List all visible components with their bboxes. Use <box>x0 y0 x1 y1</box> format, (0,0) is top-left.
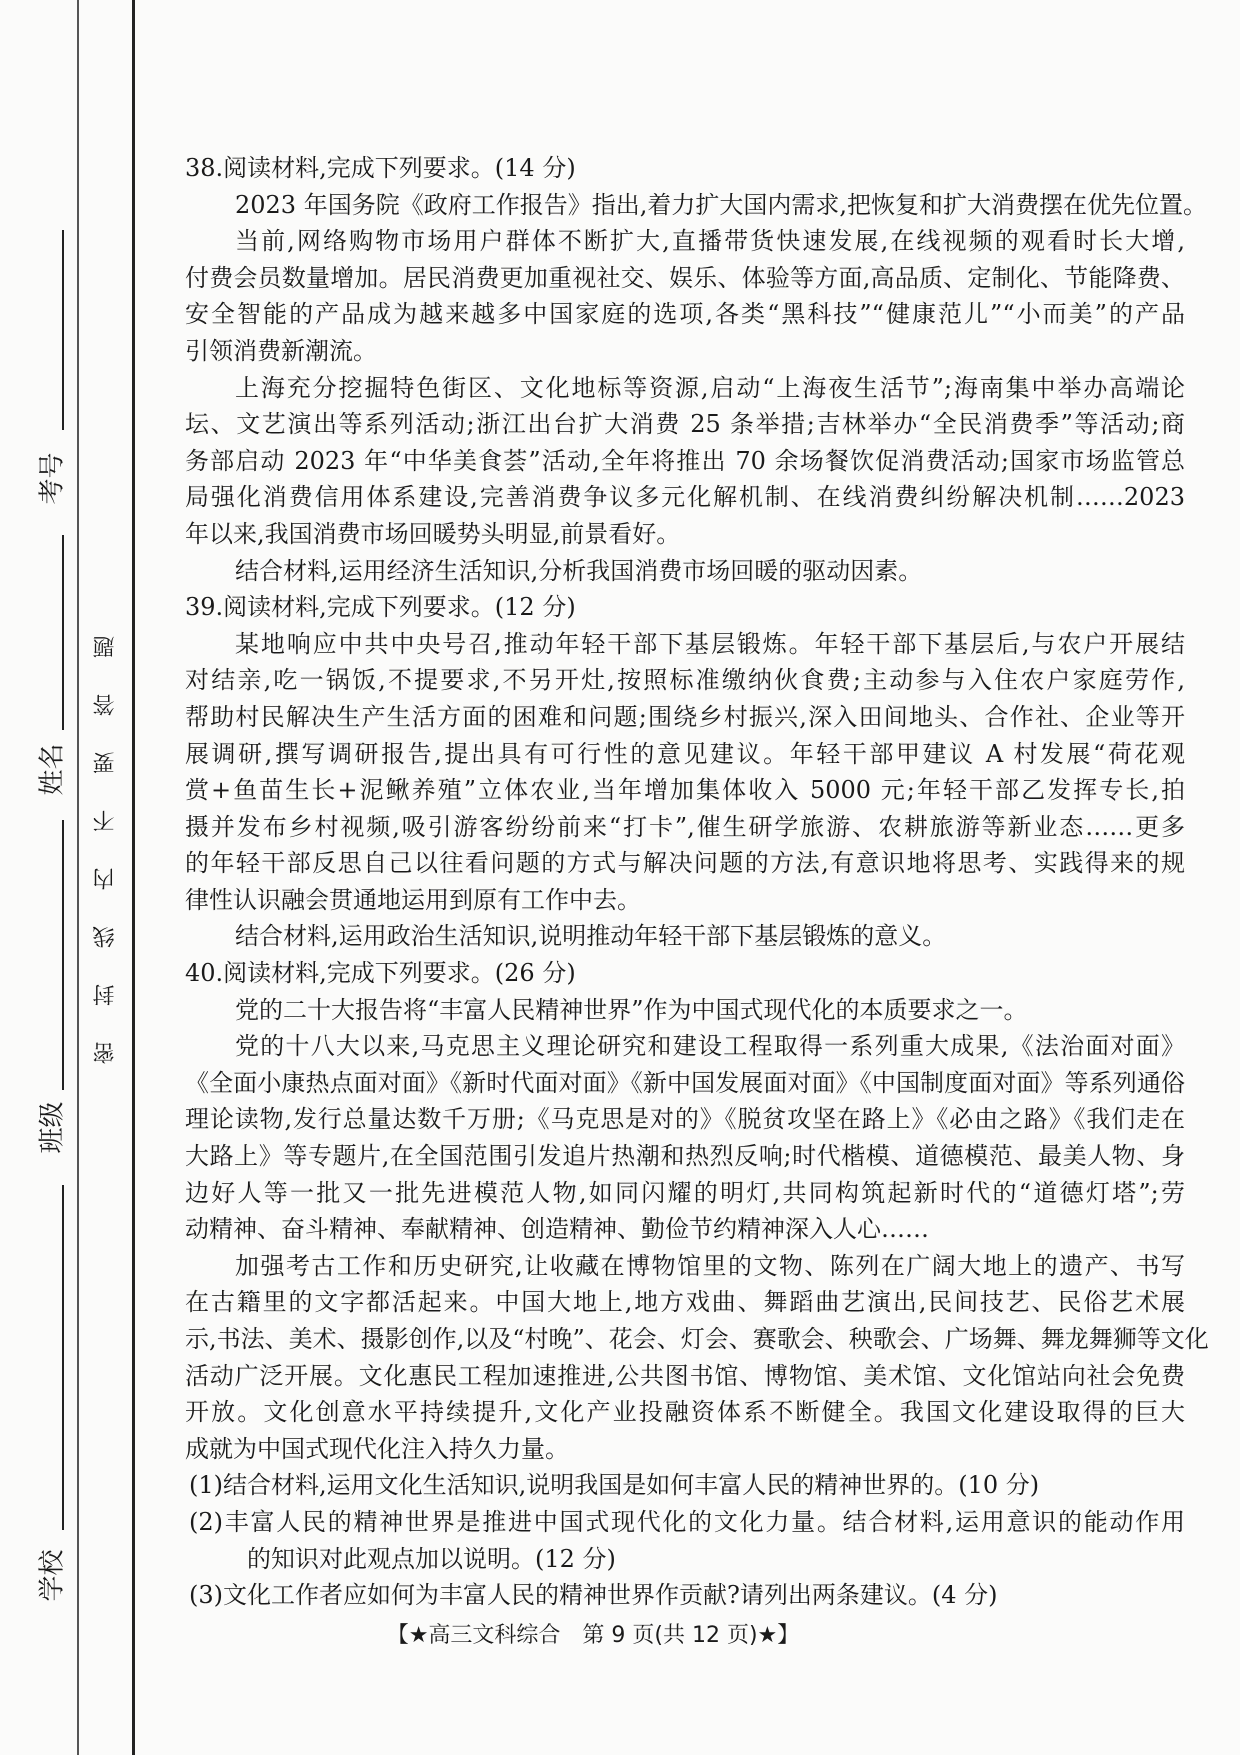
paragraph-line: 示,书法、美术、摄影创作,以及“村晚”、花会、灯会、赛歌会、秧歌会、广场舞、舞龙舞狮等文化 <box>185 1325 1209 1353</box>
sub-question: (1)结合材料,运用文化生活知识,说明我国是如何丰富人民的精神世界的。(10 分) <box>189 1471 1040 1500</box>
school-field[interactable] <box>62 1185 64 1530</box>
paragraph-line: 党的二十大报告将“丰富人民精神世界”作为中国式现代化的本质要求之一。 <box>235 995 1028 1024</box>
paragraph-line: 理论读物,发行总量达数千万册;《马克思是对的》《脱贫攻坚在路上》《必由之路》《我们走在 <box>185 1105 1185 1134</box>
paragraph-line: 帮助村民解决生产生活方面的困难和问题;围绕乡村振兴,深入田间地头、合作社、企业等开 <box>185 702 1185 731</box>
exam-number-field[interactable] <box>62 230 64 430</box>
class-field[interactable] <box>62 820 64 1090</box>
paragraph-line: 当前,网络购物市场用户群体不断扩大,直播带货快速发展,在线视频的观看时长大增, <box>235 227 1185 256</box>
paragraph-line: 摄并发布乡村视频,吸引游客纷纷前来“打卡”,催生研学旅游、农耕旅游等新业态……更多 <box>185 812 1185 841</box>
paragraph-line: 上海充分挖掘特色街区、文化地标等资源,启动“上海夜生活节”;海南集中举办高端论 <box>235 373 1185 402</box>
paragraph-line: 律性认识融会贯通地运用到原有工作中去。 <box>185 885 641 914</box>
exam-content <box>185 150 1209 1614</box>
paragraph-line: 展调研,撰写调研报告,提出具有可行性的意见建议。年轻干部甲建议 A 村发展“荷花观 <box>185 739 1185 768</box>
binding-line-inner <box>132 0 135 1755</box>
question-heading: 39.阅读材料,完成下列要求。(12 分) <box>185 593 576 622</box>
seal-notice: 密封线内不要答题 <box>93 600 118 1064</box>
sub-question: (3)文化工作者应如何为丰富人民的精神世界作贡献?请列出两条建议。(4 分) <box>189 1581 998 1610</box>
paragraph-line: 2023 年国务院《政府工作报告》指出,着力扩大国内需求,把恢复和扩大消费摆在优先位置。 <box>235 190 1207 219</box>
paragraph-line: 《全面小康热点面对面》《新时代面对面》《新中国发展面对面》《中国制度面对面》等系列通俗 <box>185 1068 1185 1097</box>
class-label: 班级 <box>37 1101 68 1154</box>
paragraph-line: 结合材料,运用经济生活知识,分析我国消费市场回暖的驱动因素。 <box>235 556 923 585</box>
sub-question: (2)丰富人民的精神世界是推进中国式现代化的文化力量。结合材料,运用意识的能动作用 <box>189 1507 1185 1536</box>
paragraph-line: 大路上》等专题片,在全国范围引发追片热潮和热烈反响;时代楷模、道德模范、最美人物、身 <box>185 1142 1185 1171</box>
sub-question-line: 的知识对此观点加以说明。(12 分) <box>247 1544 616 1573</box>
school-label: 学校 <box>37 1549 68 1602</box>
paragraph-line: 的年轻干部反思自己以往看问题的方式与解决问题的方法,有意识地将思考、实践得来的规 <box>185 849 1185 878</box>
paragraph-line: 成就为中国式现代化注入持久力量。 <box>185 1434 569 1463</box>
paragraph-line: 某地响应中共中央号召,推动年轻干部下基层锻炼。年轻干部下基层后,与农户开展结 <box>235 629 1185 658</box>
paragraph-line: 开放。文化创意水平持续提升,文化产业投融资体系不断健全。我国文化建设取得的巨大 <box>185 1398 1185 1427</box>
question-heading: 38.阅读材料,完成下列要求。(14 分) <box>185 154 576 182</box>
name-label: 姓名 <box>37 743 68 796</box>
exam-number-label: 考号 <box>37 452 68 505</box>
paragraph-line: 党的十八大以来,马克思主义理论研究和建设工程取得一系列重大成果,《法治面对面》 <box>235 1032 1185 1061</box>
paragraph-line: 活动广泛开展。文化惠民工程加速推进,公共图书馆、博物馆、美术馆、文化馆站向社会免费 <box>185 1361 1185 1390</box>
paragraph-line: 赏+鱼苗生长+泥鳅养殖”立体农业,当年增加集体收入 5000 元;年轻干部乙发挥专长,拍 <box>185 776 1185 805</box>
paragraph-line: 务部启动 2023 年“中华美食荟”活动,全年将推出 70 余场餐饮促消费活动;国家市场监管总 <box>185 446 1185 475</box>
page-footer: 【★高三文科综合 第 9 页(共 12 页)★】 <box>386 1623 800 1648</box>
paragraph-line: 在古籍里的文字都活起来。中国大地上,地方戏曲、舞蹈曲艺演出,民间技艺、民俗艺术展 <box>185 1288 1185 1317</box>
paragraph-line: 引领消费新潮流。 <box>185 336 377 365</box>
paragraph-line: 结合材料,运用政治生活知识,说明推动年轻干部下基层锻炼的意义。 <box>235 922 947 951</box>
paragraph-line: 年以来,我国消费市场回暖势头明显,前景看好。 <box>185 519 681 548</box>
paragraph-line: 动精神、奋斗精神、奉献精神、创造精神、勤俭节约精神深入人心…… <box>185 1215 929 1244</box>
paragraph-line: 边好人等一批又一批先进模范人物,如同闪耀的明灯,共同构筑起新时代的“道德灯塔”;劳 <box>185 1178 1185 1207</box>
paragraph-line: 对结亲,吃一锅饭,不提要求,不另开灶,按照标准缴纳伙食费;主动参与入住农户家庭劳作, <box>185 666 1185 695</box>
paragraph-line: 加强考古工作和历史研究,让收藏在博物馆里的文物、陈列在广阔大地上的遗产、书写 <box>235 1251 1185 1280</box>
paragraph-line: 局强化消费信用体系建设,完善消费争议多元化解机制、在线消费纠纷解决机制……2023 <box>185 483 1185 512</box>
question-heading: 40.阅读材料,完成下列要求。(26 分) <box>185 959 576 988</box>
paragraph-line: 付费会员数量增加。居民消费更加重视社交、娱乐、体验等方面,高品质、定制化、节能降费、 <box>185 263 1185 292</box>
paragraph-line: 坛、文艺演出等系列活动;浙江出台扩大消费 25 条举措;吉林举办“全民消费季”等活动;商 <box>185 410 1185 439</box>
binding-line-outer <box>77 0 79 1755</box>
name-field[interactable] <box>62 535 64 730</box>
paragraph-line: 安全智能的产品成为越来越多中国家庭的选项,各类“黑科技”“健康范儿”“小而美”的产品 <box>185 300 1185 329</box>
